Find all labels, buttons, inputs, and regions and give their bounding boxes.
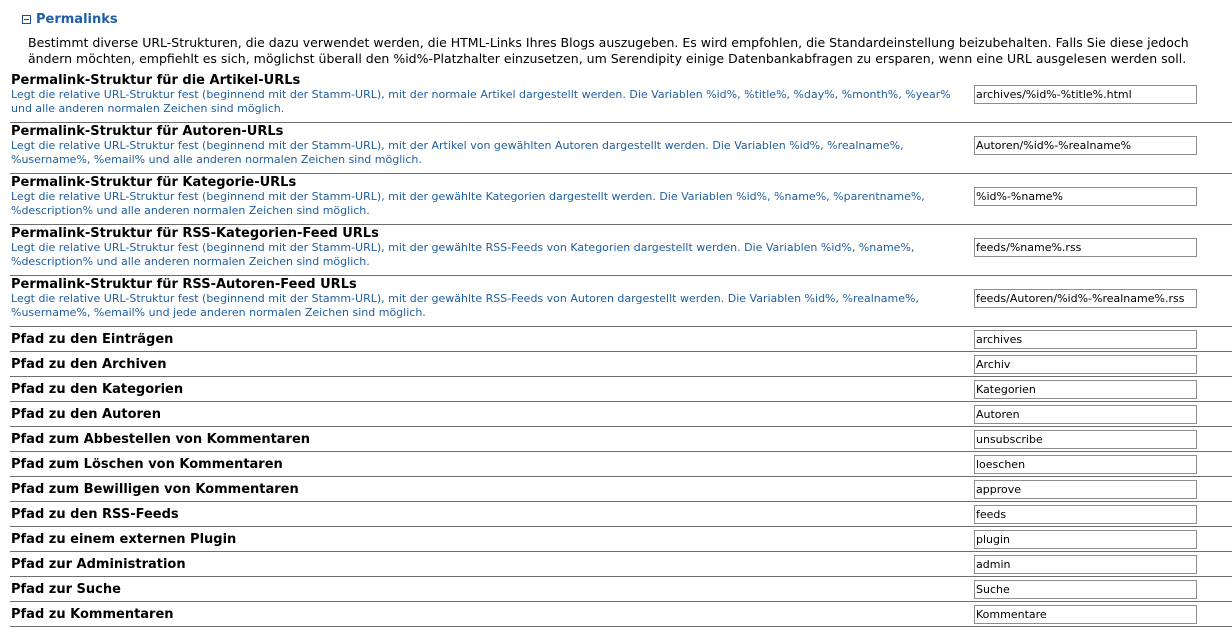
setting-description: Legt die relative URL-Struktur fest (beginnend mit der Stamm-URL), mit der normale Artikel dargestellt werden. Die Variablen %id%, %title%, %day%, %month%, %year% und alle anderen normalen Zeichen sind möglich. <box>11 88 951 115</box>
permalinks-section-toggle[interactable] <box>22 11 118 27</box>
setting-row-author-permalink <box>10 123 1232 174</box>
setting-label: Permalink-Struktur für RSS-Kategorien-Feed URLs <box>11 226 379 241</box>
setting-label: Pfad zum Abbestellen von Kommentaren <box>11 432 311 447</box>
setting-row-path-categories <box>10 377 1232 402</box>
intro-line-1: Bestimmt diverse URL-Strukturen, die dazu verwendet werden, die HTML-Links Ihres Blogs auszugeben. Es wird empfohlen, die Standardeinstellung beizubehalten. Falls Sie diese jedoch <box>28 35 1189 50</box>
setting-label: Pfad zum Bewilligen von Kommentaren <box>11 482 299 497</box>
setting-label: Permalink-Struktur für die Artikel-URLs <box>11 73 301 88</box>
setting-description: Legt die relative URL-Struktur fest (beginnend mit der Stamm-URL), mit der gewählte RSS-Feeds von Kategorien dargestellt werden. Die Variablen %id%, %name%, %description% und alle anderen normalen Zeichen sind möglich. <box>11 241 915 268</box>
setting-label: Permalink-Struktur für Kategorie-URLs <box>11 175 297 190</box>
article-permalink-input[interactable] <box>974 85 1197 104</box>
path-plugin-input[interactable] <box>974 530 1197 549</box>
setting-row-path-approve <box>10 477 1232 502</box>
setting-row-path-comments <box>10 602 1232 627</box>
intro-line-2: ändern möchten, empfiehlt es sich, möglichst überall den %id%-Platzhalter einzusetzen, um Serendipity einige Datenbankabfragen zu ersparen, wenn eine URL ausgelesen werden soll. <box>28 51 1187 66</box>
setting-row-path-authors <box>10 402 1232 427</box>
setting-row-path-plugin <box>10 527 1232 552</box>
path-categories-input[interactable] <box>974 380 1197 399</box>
category-permalink-input[interactable] <box>974 187 1197 206</box>
setting-description: Legt die relative URL-Struktur fest (beginnend mit der Stamm-URL), mit der Artikel von gewählten Autoren dargestellt werden. Die Variablen %id%, %realname%, %username%, %email% und alle anderen normalen Zeichen sind möglich. <box>11 139 904 166</box>
rss-category-permalink-input[interactable] <box>974 238 1197 257</box>
path-entries-input[interactable] <box>974 330 1197 349</box>
path-archives-input[interactable] <box>974 355 1197 374</box>
setting-row-rss-author-permalink <box>10 276 1232 327</box>
setting-label: Pfad zu den Autoren <box>11 407 161 422</box>
setting-description: Legt die relative URL-Struktur fest (beginnend mit der Stamm-URL), mit der gewählte RSS-Feeds von Autoren dargestellt werden. Die Variablen %id%, %realname%, %username%, %email% und jede anderen normalen Zeichen sind möglich. <box>11 292 919 319</box>
section-intro <box>28 35 1232 67</box>
path-admin-input[interactable] <box>974 555 1197 574</box>
setting-label: Pfad zur Suche <box>11 582 121 597</box>
setting-row-path-admin <box>10 552 1232 577</box>
collapse-minus-icon[interactable] <box>22 15 31 24</box>
setting-label: Pfad zu den Kategorien <box>11 382 184 397</box>
path-search-input[interactable] <box>974 580 1197 599</box>
setting-label: Permalink-Struktur für RSS-Autoren-Feed URLs <box>11 277 357 292</box>
setting-row-path-unsubscribe <box>10 427 1232 452</box>
setting-label: Pfad zu den RSS-Feeds <box>11 507 179 522</box>
setting-label: Pfad zu den Einträgen <box>11 332 174 347</box>
setting-row-path-feeds <box>10 502 1232 527</box>
setting-row-path-delete <box>10 452 1232 477</box>
setting-row-article-permalink <box>10 72 1232 123</box>
setting-row-rss-category-permalink <box>10 225 1232 276</box>
setting-label: Pfad zu den Archiven <box>11 357 167 372</box>
author-permalink-input[interactable] <box>974 136 1197 155</box>
permalink-settings-list <box>10 72 1232 627</box>
setting-label: Permalink-Struktur für Autoren-URLs <box>11 124 284 139</box>
setting-label: Pfad zu Kommentaren <box>11 607 174 622</box>
setting-label: Pfad zu einem externen Plugin <box>11 532 237 547</box>
setting-label: Pfad zur Administration <box>11 557 186 572</box>
path-approve-input[interactable] <box>974 480 1197 499</box>
setting-label: Pfad zum Löschen von Kommentaren <box>11 457 283 472</box>
path-authors-input[interactable] <box>974 405 1197 424</box>
path-unsubscribe-input[interactable] <box>974 430 1197 449</box>
path-delete-input[interactable] <box>974 455 1197 474</box>
setting-row-path-entries <box>10 327 1232 352</box>
section-title[interactable]: Permalinks <box>36 11 118 27</box>
setting-row-category-permalink <box>10 174 1232 225</box>
setting-row-path-search <box>10 577 1232 602</box>
path-feeds-input[interactable] <box>974 505 1197 524</box>
setting-row-path-archives <box>10 352 1232 377</box>
rss-author-permalink-input[interactable] <box>974 289 1197 308</box>
path-comments-input[interactable] <box>974 605 1197 624</box>
setting-description: Legt die relative URL-Struktur fest (beginnend mit der Stamm-URL), mit der gewählte Kategorien dargestellt werden. Die Variablen %id%, %name%, %parentname%, %description% und alle anderen normalen Zeichen sind möglich. <box>11 190 925 217</box>
